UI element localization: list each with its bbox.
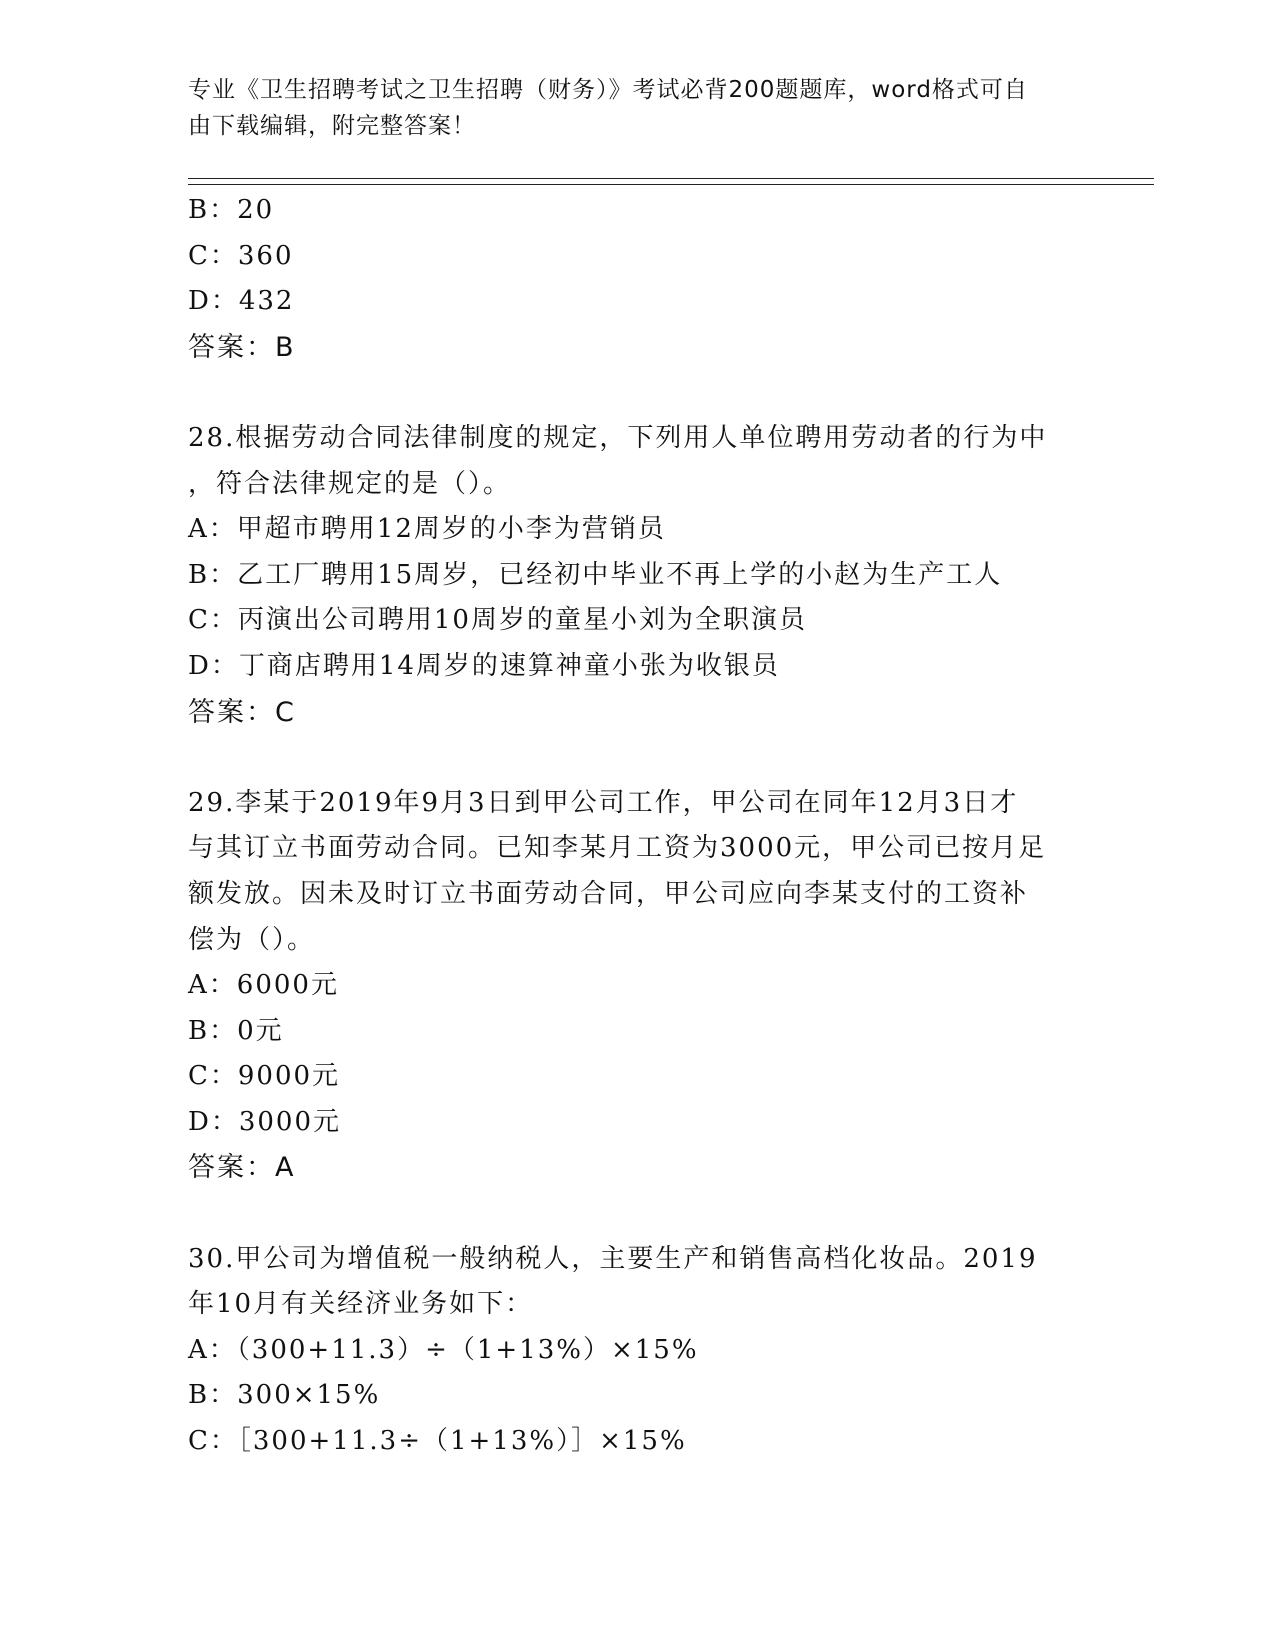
option-d: D：3000元 [188, 1106, 342, 1137]
option-d: D：丁商店聘用14周岁的速算神童小张为收银员 [188, 650, 780, 681]
question-stem: ，符合法律规定的是（）。 [188, 468, 512, 499]
question-stem: 额发放。因未及时订立书面劳动合同，甲公司应向李某支付的工资补 [188, 878, 1029, 909]
option-d: D：432 [188, 286, 295, 317]
question-stem: 与其订立书面劳动合同。已知李某月工资为3000元，甲公司已按月足 [188, 833, 1047, 864]
header-divider [188, 184, 1154, 185]
question-28 [188, 416, 1088, 735]
document-body [188, 188, 1088, 1465]
option-c: C：9000元 [188, 1061, 341, 1092]
spacer [188, 370, 1088, 416]
option-a: A：（300+11.3）÷（1+13%）×15% [188, 1334, 699, 1365]
question-stem: 29.李某于2019年9月3日到甲公司工作，甲公司在同年12月3日才 [188, 787, 1019, 818]
option-b: B：乙工厂聘用15周岁，已经初中毕业不再上学的小赵为生产工人 [188, 559, 1003, 590]
question-stem: 28.根据劳动合同法律制度的规定，下列用人单位聘用劳动者的行为中 [188, 422, 1048, 453]
header-divider [188, 178, 1154, 179]
answer-line: 答案：A [188, 1152, 296, 1184]
header-line: 专业《卫生招聘考试之卫生招聘（财务）》考试必背200题题库，word格式可自 [188, 77, 1028, 103]
option-b: B：20 [188, 195, 275, 225]
question-stem: 年10月有关经济业务如下： [188, 1289, 534, 1320]
option-b: B：0元 [188, 1015, 284, 1046]
spacer [188, 1191, 1088, 1237]
option-b: B：300×15% [188, 1380, 381, 1411]
document-header [188, 72, 1068, 144]
question-stem: 30.甲公司为增值税一般纳税人，主要生产和销售高档化妆品。2019 [188, 1243, 1038, 1274]
spacer [188, 735, 1088, 781]
option-a: A：甲超市聘用12周岁的小李为营销员 [188, 514, 666, 545]
previous-question [188, 188, 1088, 370]
option-c: C：360 [188, 240, 294, 271]
question-30 [188, 1237, 1088, 1465]
option-c: C：［300+11.3÷（1+13%）］×15% [188, 1426, 687, 1457]
answer-line: 答案：B [188, 331, 296, 363]
option-c: C：丙演出公司聘用10周岁的童星小刘为全职演员 [188, 605, 807, 636]
answer-line: 答案：C [188, 696, 296, 728]
option-a: A：6000元 [188, 970, 339, 1001]
question-29 [188, 781, 1088, 1191]
question-stem: 偿为（）。 [188, 924, 316, 955]
header-line: 由下载编辑，附完整答案！ [188, 113, 476, 139]
